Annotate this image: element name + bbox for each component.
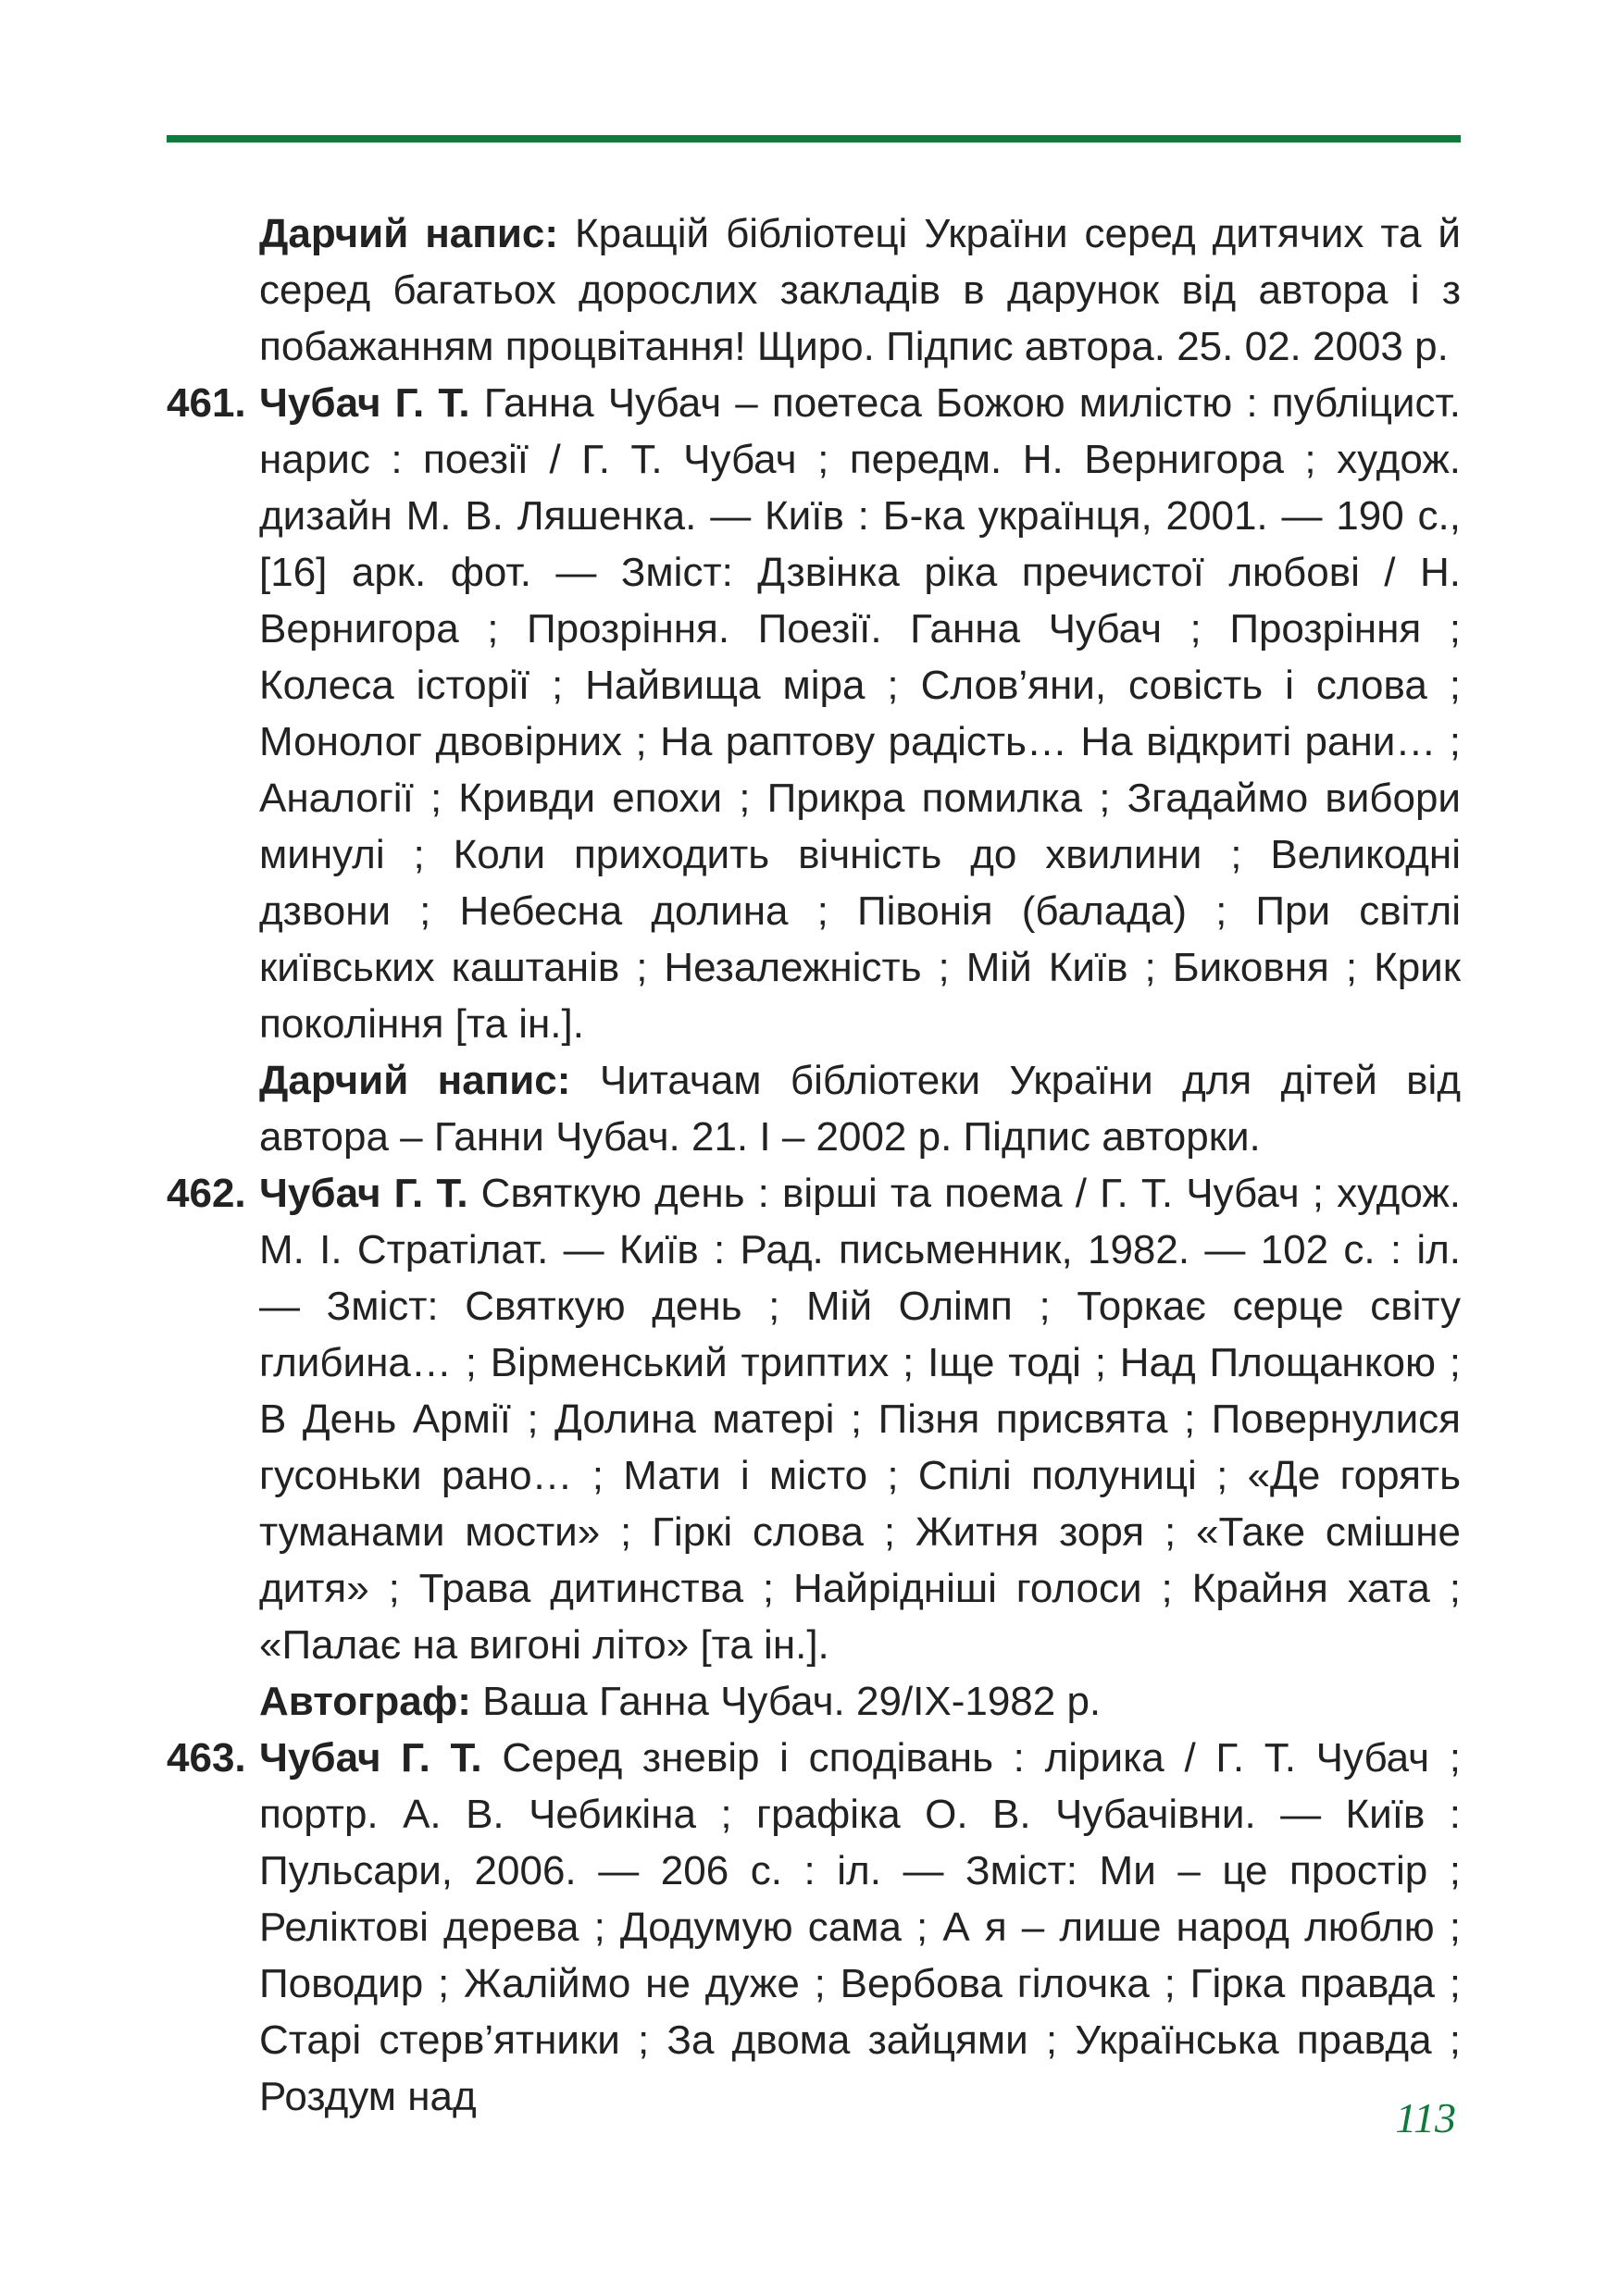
dedication-label: Дарчий напис: [259,211,559,256]
entry-number: 462. [167,1171,246,1216]
entry-author: Чубач Г. Т. [259,1735,482,1781]
entry-note [259,1673,1461,1730]
entry-note-text: Ваша Ганна Чубач. 29/ІХ-1982 р. [470,1679,1102,1724]
entry-text: Серед зневір і сподівань : лірика / Г. Т. Чубач ; портр. А. В. Чебикіна ; графіка О. В. Чубачівни. — Київ : Пульсари, 2006. — 206 с. : іл. — Зміст: Ми – це простір ; Реліктові дерева ; Додумую сама ; А я – лише народ люблю ; Поводир ; Жаліймо не дуже ; Вербова гілочка ; Гірка правда ; Старі стерв’ятники ; За двома зайцями ; Українська правда ; Роздум над [259,1735,1461,2119]
dedication-text: Кращій бібліотеці України серед дитячих та й серед багатьох дорослих закладів в дарунок від автора і з побажанням процвітання! Щиро. Підпис автора. 25. 02. 2003 р. [259,211,1461,369]
entry-note-label: Автограф: [259,1679,471,1724]
entry-text: Ганна Чубач – поетеса Божою милістю : публіцист. нарис : поезії / Г. Т. Чубач ; передм. Н. Вернигора ; худож. дизайн М. В. Ляшенка. — Київ : Б-ка українця, 2001. — 190 с., [16] арк. фот. — Зміст: Дзвінка ріка пречистої любові / Н. Вернигора ; Прозріння. Поезії. Ганна Чубач ; Прозріння ; Колеса історії ; Найвища міра ; Слов’яни, совість і слова ; Монолог двовірних ; На раптову радість… На відкриті рани… ; Аналогії ; Кривди епохи ; Прикра помилка ; Згадаймо вибори минулі ; Коли приходить вічність до хвилини ; Великодні дзвони ; Небесна долина ; Півонія (балада) ; При світлі київських каштанів ; Незалежність ; Мій Київ ; Биковня ; Крик покоління [та ін.]. [259,380,1461,1047]
bibliography-entry-462 [167,1165,1461,1730]
top-rule [167,135,1461,143]
bibliography-entry-463 [167,1730,1461,2125]
bibliography-entry-461 [167,375,1461,1165]
entry-description [259,1730,1461,2125]
entry-author: Чубач Г. Т. [259,1171,468,1216]
entry-note-text: Читачам бібліотеки України для дітей від автора – Ганни Чубач. 21. І – 2002 р. Підпис авторки. [259,1058,1462,1160]
entry-note-label: Дарчий напис: [259,1058,571,1103]
entry-number: 463. [167,1735,246,1781]
entry-description [259,375,1461,1052]
entry-text: Святкую день : вірші та поема / Г. Т. Чубач ; худож. М. І. Стратілат. — Київ : Рад. письменник, 1982. — 102 с. : іл. — Зміст: Святкую день ; Мій Олімп ; Торкає серце світу глибина… ; Вірменський триптих ; Іще тоді ; Над Площанкою ; В День Армії ; Долина матері ; Пізня присвята ; Повернулися гусоньки рано… ; Мати і місто ; Спілі полуниці ; «Де горять туманами мости» ; Гіркі слова ; Житня зоря ; «Таке смішне дитя» ; Трава дитинства ; Найрідніші голоси ; Крайня хата ; «Палає на вигоні літо» [та ін.]. [259,1171,1461,1668]
entry-description [259,1165,1461,1673]
intro-dedication [259,205,1461,375]
entry-author: Чубач Г. Т. [259,380,470,426]
entry-note [259,1052,1461,1165]
page-number: 113 [1395,2094,1456,2141]
entry-number: 461. [167,380,246,426]
page-body [167,205,1461,2125]
